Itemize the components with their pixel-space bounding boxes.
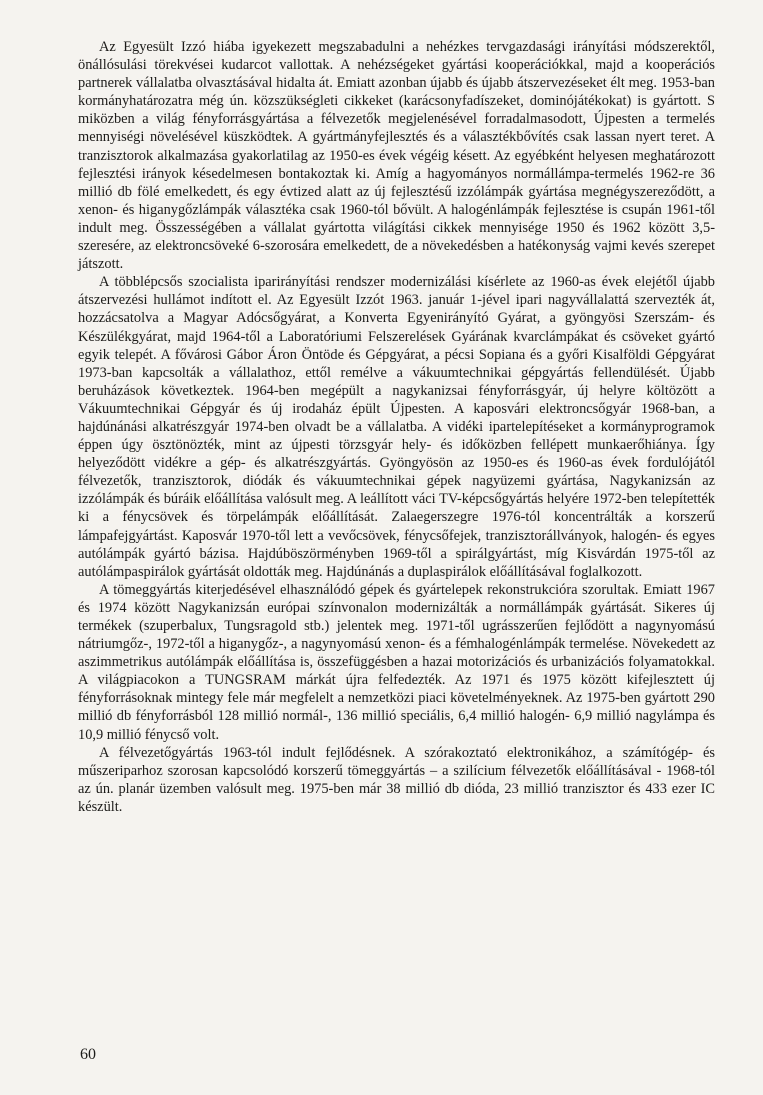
paragraph-1: Az Egyesült Izzó hiába igyekezett megszabadulni a nehézkes tervgazdasági irányítási módszerektől, önállósulási törekvései kudarcot vallottak. A nehézségeket gyártási kooperációkkal, majd a kooperációs partnerek vállalatba olvasztásával hidalta át. Emiatt azonban újabb és újabb átszervezéseket élt meg. 1953-ban kormányhatározatra még ún. közszükségleti cikkeket (karácsonyfadíszeket, dominójátékokat) is gyártott. S miközben a világ fényforrásgyártása a félvezetők megjelenésével forradalmasodott, Újpesten a termelés mennyiségi növelésével küszködtek. A gyártmányfejlesztés és a választékbővítés csak lassan nyert teret. A tranzisztorok alkalmazása gyakorlatilag az 1950-es évek végéig késett. Az egyébként helyesen meghatározott fejlesztési irányok késedelmesen bontakoztak ki. Amíg a hagyományos normállámpa-termelés 1962-re 36 millió db fölé emelkedett, és egy évtized alatt az új fejlesztésű izzólámpák gyártása megnégyszereződött, a xenon- és higanygőzlámpák választéka csak 1960-tól bővült. A halogénlámpák fejlesztése is csupán 1961-től indult meg. Összességében a vállalat gyártotta világítási cikkek mennyisége 1950 és 1962 között 3,5-szeresére, az elektroncsöveké 6-szorosára emelkedett, de a növekedésben a hatékonyság vajmi kevés szerepet játszott. [78,39,715,273]
page-body [78,38,715,816]
page-number: 60 [80,1046,96,1063]
paragraph-2: A többlépcsős szocialista iparirányítási rendszer modernizálási kísérlete az 1960-as évek elejétől újabb átszervezési hullámot indított el. Az Egyesült Izzót 1963. január 1-jével ipari nagyvállalattá szervezték át, hozzácsatolva a Magyar Adócsőgyárat, a Konverta Egyenirányító Gyárat, a gyöngyösi Szerszám- és Készülékgyárat, majd 1964-től a Laboratóriumi Felszerelések Gyárának kvarclámpákat és csöveket gyártó egyik telepét. A fővárosi Gábor Áron Öntöde és Gépgyárat, a pécsi Sopiana és a győri Kisalföldi Gépgyárat 1973-ban kapcsolták a vállalathoz, ettől remélve a vákuumtechnikai gépgyártás fellendülését. Újabb beruházások következtek. 1964-ben megépült a nagykanizsai fényforrásgyár, új helyre költözött a Vákuumtechnikai Gépgyár és új irodaház épült Újpesten. A kaposvári elektroncsőgyár 1968-ban, a hajdúnánási alkatrészgyár 1974-ben olvadt be a vállalatba. A vidéki ipartelepítéseket a kormányprogramok éppen úgy ösztönözték, mint az újpesti törzsgyár hely- és időközben fellépett munkaerőhiánya. Így helyeződött vidékre a gép- és alkatrészgyártás. Gyöngyösön az 1950-es és 1960-as évek fordulójától félvezetők, tranzisztorok, diódák és vákuumtechnikai gépek nagyüzemi gyártása, Nagykanizsán az izzólámpák és búráik előállítása valósult meg. A leállított váci TV-képcsőgyártás helyére 1972-ben telepítették ki a fénycsövek és törpelámpák előállítását. Zalaegerszegre 1976-tól koncentrálták a korszerű lámpafejgyártást. Kaposvár 1970-től lett a vevőcsövek, fénycsőfejek, tranzisztorállványok, halogén- és egyes autólámpák gyártó bázisa. Hajdúböszörményben 1969-től a spirálgyártást, míg Kisvárdán 1975-től az autólámpaspirálok gyártását oldották meg. Hajdúnánás a duplaspirálok előállításával foglalkozott. [78,274,715,580]
paragraph-3: A tömeggyártás kiterjedésével elhasználódó gépek és gyártelepek rekonstrukcióra szorultak. Emiatt 1967 és 1974 között Nagykanizsán európai színvonalon modernizálták a normállámpák gyártását. Sikeres új termékek (szuperbalux, Tungsragold stb.) jelentek meg. 1971-től ugrásszerűen fejlődött a nagynyomású nátriumgőz-, 1972-től a higanygőz-, a nagynyomású xenon- és a fémhalogénlámpák termelése. Növekedett az aszimmetrikus autólámpák előállítása is, összefüggésben a hazai motorizációs és urbanizációs folyamatokkal. A világpiacokon a TUNGSRAM márkát újra felfedezték. Az 1971 és 1975 között kifejlesztett új fényforrásoknak mintegy fele már megfelelt a nemzetközi piaci követelményeknek. Az 1975-ben gyártott 290 millió db fényforrásból 128 millió normál-, 136 millió speciális, 6,4 millió halogén- 6,9 millió nagylámpa és 10,9 millió fénycső volt. [78,581,715,743]
paragraph-4: A félvezetőgyártás 1963-tól indult fejlődésnek. A szórakoztató elektronikához, a számítógép- és műszeriparhoz szorosan kapcsolódó korszerű tömeggyártás – a szilícium félvezetők előállításával - 1968-tól az ún. planár üzemben valósult meg. 1975-ben már 38 millió db dióda, 23 millió tranzisztor és 433 ezer IC készült. [78,744,715,815]
